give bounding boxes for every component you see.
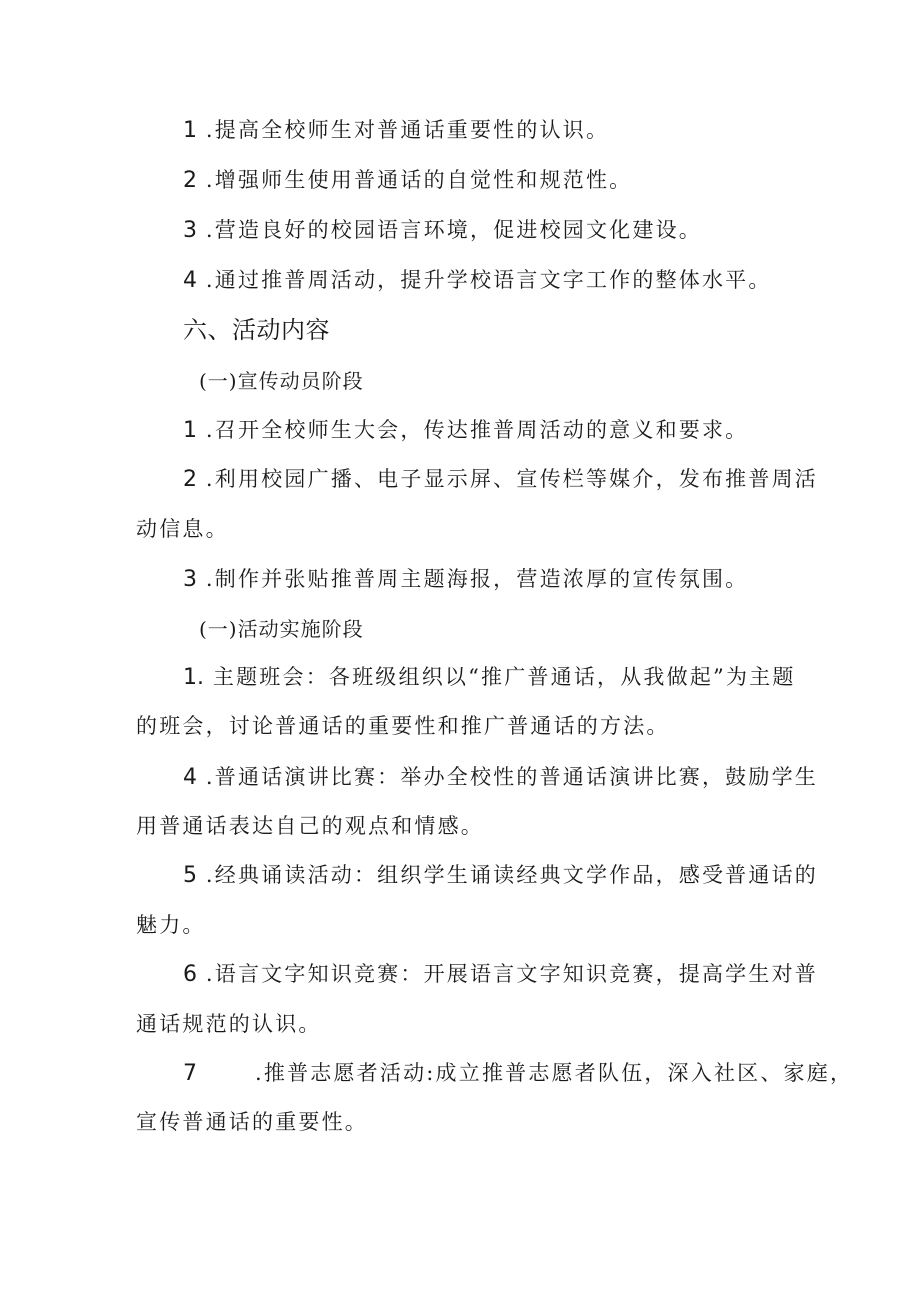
item-number: 1 xyxy=(183,118,197,143)
list-item-stage1-1 xyxy=(183,416,748,445)
item-text: .经典诵读活动：组织学生诵读经典文学作品，感受普通话的 xyxy=(205,863,818,887)
item-number: 2 xyxy=(183,467,197,492)
list-item-goal-1 xyxy=(183,116,609,145)
item-number: 5 xyxy=(183,863,197,888)
list-item-continuation: 通话规范的认识。 xyxy=(136,1012,322,1036)
list-item-stage2-7 xyxy=(183,1059,853,1088)
list-item-goal-4 xyxy=(183,266,772,295)
item-text: .制作并张贴推普周主题海报，营造浓厚的宣传氛围。 xyxy=(205,567,749,591)
list-item-continuation: 魅力。 xyxy=(136,913,206,937)
item-text: .召开全校师生大会，传达推普周活动的意义和要求。 xyxy=(205,418,749,442)
section-heading: 六、活动内容 xyxy=(183,316,330,344)
list-item-stage2-6 xyxy=(183,960,818,989)
item-text: .普通话演讲比赛：举办全校性的普通话演讲比赛，鼓励学生 xyxy=(205,765,818,789)
list-item-continuation: 用普通话表达自己的观点和情感。 xyxy=(136,814,484,838)
item-text: .通过推普周活动，提升学校语言文字工作的整体水平。 xyxy=(205,268,772,292)
list-item-continuation: 宣传普通话的重要性。 xyxy=(136,1110,368,1134)
item-text: 主题班会：各班级组织以“推广普通话，从我做起”为主题 xyxy=(212,665,796,689)
list-item-stage2-1 xyxy=(183,663,796,692)
item-number: 2 xyxy=(183,168,197,193)
item-number: 4 xyxy=(183,765,197,790)
item-text: .营造良好的校园语言环境，促进校园文化建设。 xyxy=(205,218,702,242)
item-number: 6 xyxy=(183,962,197,987)
list-item-goal-3 xyxy=(183,216,702,245)
list-item-continuation: 的班会，讨论普通话的重要性和推广普通话的方法。 xyxy=(136,714,670,738)
list-item-stage2-4 xyxy=(183,763,818,792)
list-item-stage1-3 xyxy=(183,565,748,594)
item-text: .利用校园广播、电子显示屏、宣传栏等媒介，发布推普周活 xyxy=(205,467,818,491)
item-number: 1 xyxy=(183,418,197,443)
stage1-title: (一)宣传动员阶段 xyxy=(199,369,364,393)
list-item-stage2-5 xyxy=(183,861,818,890)
item-text: .语言文字知识竞赛：开展语言文字知识竞赛，提高学生对普 xyxy=(205,962,818,986)
list-item-stage1-2 xyxy=(183,465,818,494)
item-number: 1. xyxy=(183,665,204,690)
item-number: 3 xyxy=(183,567,197,592)
item-text: .增强师生使用普通话的自觉性和规范性。 xyxy=(205,168,633,192)
item-number: 3 xyxy=(183,218,197,243)
item-number: 4 xyxy=(183,268,197,293)
item-text: .推普志愿者活动:成立推普志愿者队伍，深入社区、家庭， xyxy=(255,1061,854,1085)
list-item-goal-2 xyxy=(183,166,632,195)
stage2-title: (一)活动实施阶段 xyxy=(199,617,364,641)
list-item-continuation: 动信息。 xyxy=(136,517,229,541)
item-number: 7 xyxy=(183,1061,197,1086)
item-text: .提高全校师生对普通话重要性的认识。 xyxy=(205,118,610,142)
